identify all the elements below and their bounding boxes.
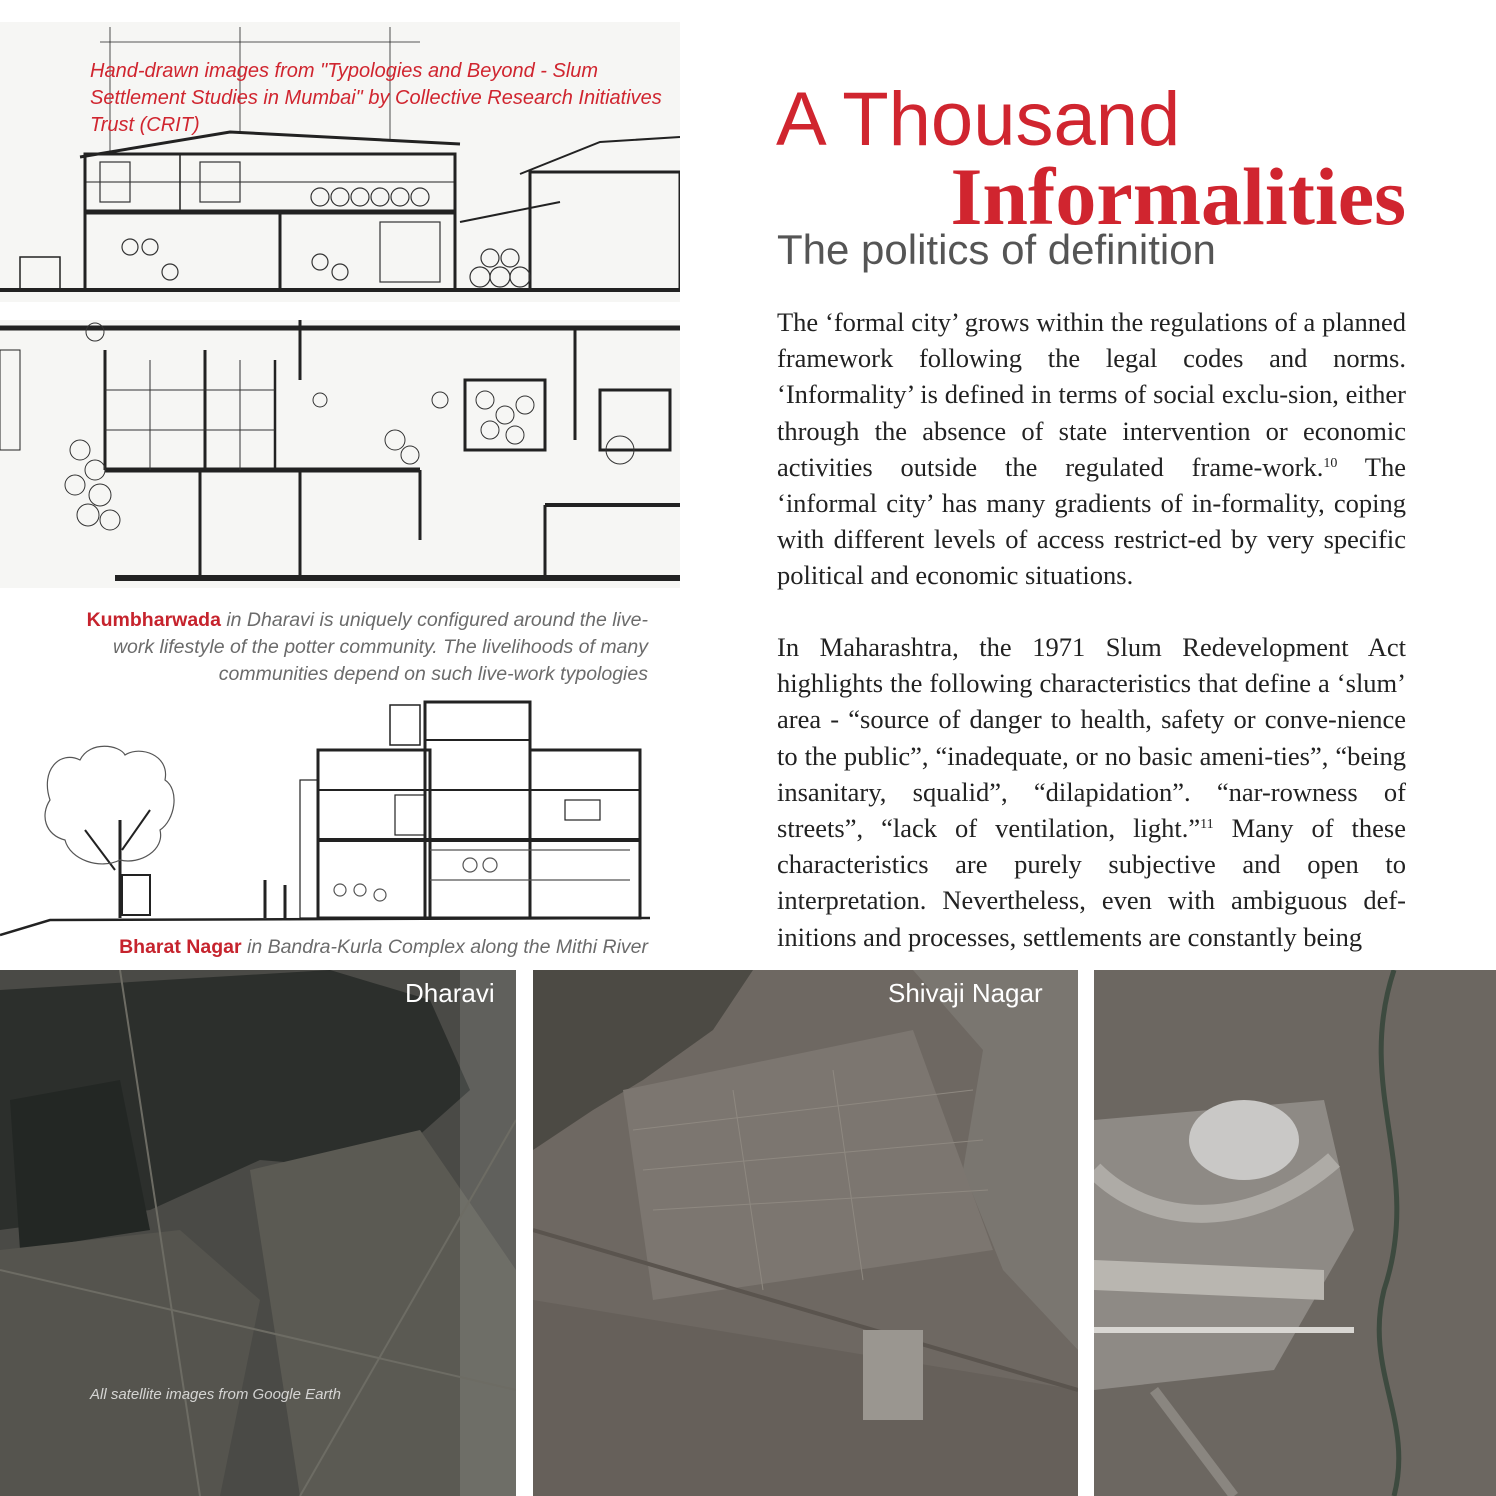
footnote-ref-10: 10: [1323, 455, 1338, 471]
footnote-ref-11: 11: [1200, 817, 1214, 833]
satellite-image-dharavi: [0, 970, 516, 1496]
body-paragraph-2: [777, 629, 1406, 955]
caption-bharat-nagar: [40, 934, 648, 961]
caption-place-bharat-nagar: Bharat Nagar: [119, 936, 242, 958]
title-line-1: A Thousand: [776, 77, 1181, 162]
figure-credit: Hand-drawn images from "Typologies and Beyond - Slum Settlement Studies in Mumbai" by Collective Research Initiatives Trust (CRIT): [90, 60, 662, 136]
subtitle: The politics of definition: [777, 226, 1216, 273]
satellite-image-shivaji-nagar: [533, 970, 1078, 1496]
para2-text-a: In Maharashtra, the 1971 Slum Redevelopment Act highlights the following characteristics that define a ‘slum’ area - “source of danger to health, safety or conve-nience to the public”, “inadequate, or no basic ameni-ties”, “being insanitary, squalid”, “dilapidation”. “nar-rowness of streets”, “lack of ventilation, light.”: [777, 632, 1406, 844]
para1-text-b: The ‘informal city’ has many gradients of in-formality, coping with different levels of access restrict-ed by very specific political and economic situations.: [777, 451, 1406, 591]
sketch-section-bharat-nagar: [0, 690, 650, 970]
para2-text-b: Many of these characteristics are purely subjective and open to interpretation. Nevertheless, even with ambiguous def-initions and processes, settlements are constantly being: [777, 813, 1406, 952]
title-line-2: Informalities: [950, 151, 1406, 242]
body-paragraph-1: [777, 304, 1406, 594]
caption-kumbharwada: [60, 607, 648, 688]
caption-text-kumbharwada: in Dharavi is uniquely configured around the live-work lifestyle of the potter community. The livelihoods of many communities depend on such live-work typologies: [112, 609, 648, 685]
para1-text-a: The ‘formal city’ grows within the regulations of a planned framework following the legal codes and norms. ‘Informality’ is defined in terms of social exclu-sion, either through the absence of state intervention or economic activities outside the regulated frame-work.: [777, 307, 1406, 482]
satellite-image-airport: [1094, 970, 1496, 1496]
satellite-label-dharavi: Dharavi: [405, 978, 495, 1008]
satellite-credit: All satellite images from Google Earth: [90, 1386, 341, 1403]
sketch-plan-kumbharwada: [0, 320, 680, 588]
satellite-label-shivaji-nagar: Shivaji Nagar: [888, 978, 1043, 1008]
caption-place-kumbharwada: Kumbharwada: [86, 609, 221, 631]
caption-text-bharat-nagar: in Bandra-Kurla Complex along the Mithi River: [241, 936, 648, 958]
